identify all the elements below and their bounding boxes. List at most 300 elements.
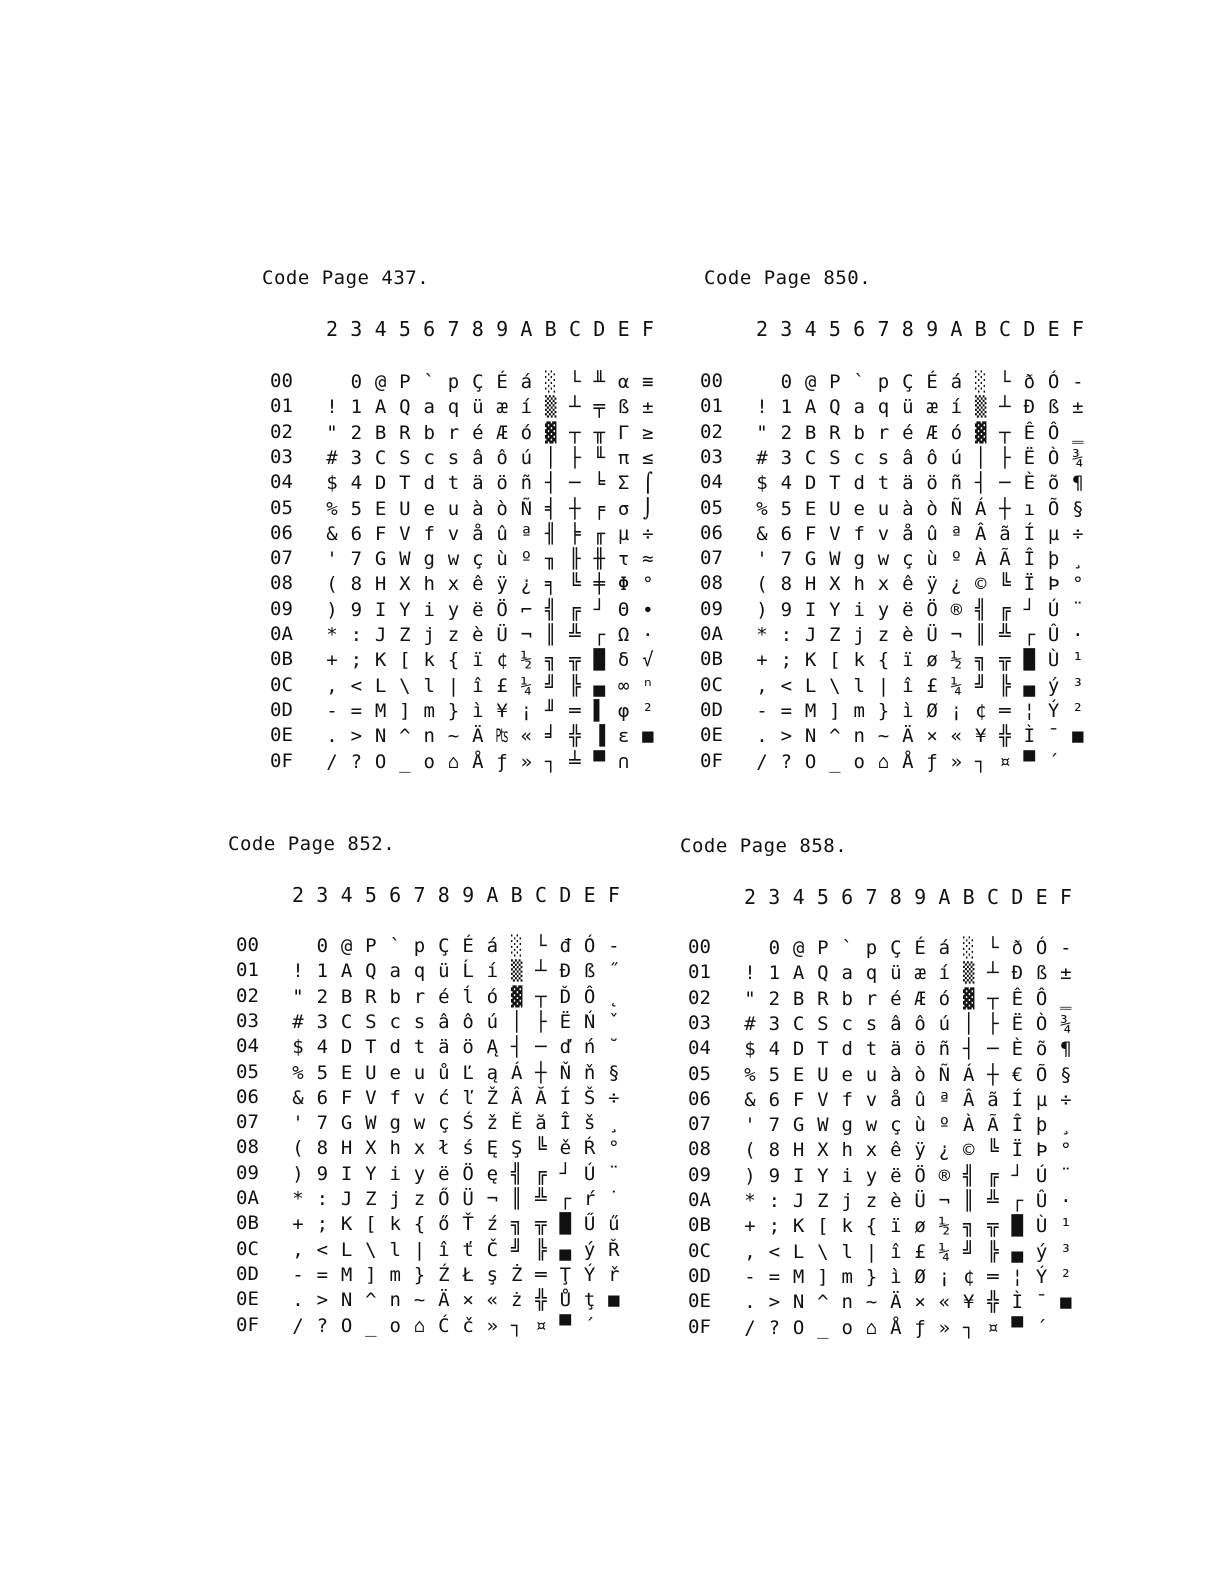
glyph-cell: ]: [399, 699, 411, 722]
glyph-cell: ú: [486, 1010, 499, 1033]
glyph-cell: 9: [350, 598, 363, 621]
glyph-cell: 7: [768, 1114, 781, 1137]
glyph-cell: 1: [350, 396, 363, 419]
glyph-cell: ╓: [593, 522, 606, 545]
glyph-cell: ╒: [593, 497, 606, 520]
glyph-cell: ▓: [962, 987, 975, 1010]
glyph-cell: ,: [326, 674, 338, 697]
row-label: 0D: [688, 1264, 711, 1287]
glyph-cell: â: [902, 446, 914, 469]
row-label: 08: [236, 1136, 259, 1159]
glyph-cell: Ò: [1047, 446, 1060, 469]
glyph-cell: í: [486, 960, 499, 983]
glyph-cell: g: [423, 548, 435, 571]
glyph-cell: +: [326, 649, 338, 672]
glyph-cell: x: [413, 1137, 426, 1160]
glyph-cell: É: [926, 371, 938, 393]
column-header: A: [938, 885, 951, 909]
glyph-cell: 7: [780, 548, 793, 571]
glyph-cell: A: [340, 960, 353, 983]
glyph-cell: T: [365, 1036, 377, 1059]
glyph-cell: *: [744, 1190, 756, 1212]
row-label: 0F: [688, 1315, 711, 1338]
glyph-cell: ×: [914, 1291, 926, 1314]
glyph-cell: j: [423, 624, 435, 646]
glyph-cell: ë: [438, 1162, 450, 1185]
glyph-cell: p: [447, 371, 460, 393]
glyph-cell: »: [938, 1316, 951, 1339]
glyph-cell: 8: [768, 1139, 781, 1162]
glyph-cell: z: [877, 624, 890, 646]
glyph-cell: ≥: [642, 421, 654, 444]
glyph-cell: |: [413, 1238, 426, 1261]
glyph-cell: \: [399, 674, 411, 697]
glyph-cell: K: [340, 1213, 353, 1236]
glyph-cell: R: [829, 421, 841, 444]
glyph-cell: Â: [962, 1088, 975, 1111]
glyph-cell: 2: [316, 985, 329, 1008]
glyph-cell: w: [447, 548, 460, 571]
glyph-cell: x: [877, 573, 890, 596]
glyph-cell: ô: [926, 446, 938, 469]
column-header: 9: [496, 317, 509, 341]
glyph-cell: %: [756, 497, 768, 520]
glyph-cell: ╘: [593, 472, 606, 495]
glyph-cell: ‗: [1072, 421, 1084, 444]
glyph-cell: Ñ: [520, 497, 533, 520]
glyph-cell: V: [817, 1088, 829, 1111]
glyph-cell: û: [926, 522, 938, 545]
glyph-cell: &: [326, 522, 338, 545]
glyph-cell: \: [365, 1238, 377, 1261]
glyph-cell: ó: [950, 421, 963, 444]
glyph-cell: ‗: [1060, 987, 1072, 1010]
glyph-cell: Σ: [617, 472, 630, 495]
glyph-cell: o: [853, 750, 865, 773]
glyph-cell: ╕: [544, 573, 557, 596]
glyph-cell: 0: [768, 937, 781, 959]
glyph-cell: ë: [902, 598, 914, 621]
glyph-cell: ÿ: [914, 1139, 926, 1162]
glyph-cell: ║: [544, 624, 557, 646]
glyph-cell: {: [877, 649, 890, 672]
glyph-cell: └: [535, 935, 547, 957]
glyph-cell: ╚: [987, 1139, 999, 1162]
glyph-cell: ┘: [593, 598, 606, 621]
glyph-cell: }: [413, 1263, 426, 1286]
glyph-cell: ▒: [974, 396, 987, 419]
glyph-cell: ~: [413, 1289, 426, 1312]
glyph-cell: ©: [974, 573, 987, 596]
glyph-cell: =: [768, 1265, 781, 1288]
column-header: A: [950, 317, 963, 341]
column-header: 5: [816, 885, 829, 909]
glyph-cell: ¬: [520, 624, 533, 646]
glyph-cell: <: [780, 674, 793, 697]
glyph-cell: G: [374, 548, 387, 571]
row-label: 05: [270, 496, 293, 519]
glyph-cell: e: [423, 497, 435, 520]
glyph-cell: Í: [1011, 1088, 1024, 1111]
glyph-cell: X: [817, 1139, 829, 1162]
glyph-cell: 3: [316, 1010, 329, 1033]
glyph-cell: >: [350, 725, 363, 748]
row-label: 01: [688, 961, 711, 984]
glyph-cell: ö: [926, 472, 938, 495]
glyph-cell: ∞: [617, 674, 630, 697]
glyph-cell: ~: [865, 1291, 878, 1314]
glyph-cell: ⌂: [877, 750, 890, 773]
glyph-cell: ü: [472, 396, 484, 419]
glyph-cell: ą: [486, 1061, 499, 1084]
glyph-cell: û: [496, 522, 508, 545]
glyph-cell: ╠: [535, 1238, 547, 1261]
glyph-cell: *: [756, 624, 768, 646]
glyph-cell: B: [340, 985, 353, 1008]
glyph-cell: ε: [617, 725, 630, 748]
glyph-cell: ─: [569, 472, 581, 495]
glyph-cell: &: [744, 1088, 756, 1111]
glyph-cell: Í: [559, 1086, 572, 1109]
glyph-cell: K: [374, 649, 387, 672]
glyph-cell: ▐: [593, 725, 606, 748]
glyph-cell: Y: [817, 1164, 829, 1187]
glyph-cell: Æ: [914, 987, 926, 1010]
glyph-cell: i: [853, 598, 865, 621]
glyph-cell: ': [756, 548, 768, 571]
glyph-cell: ▓: [510, 985, 523, 1008]
glyph-cell: ╩: [569, 624, 581, 646]
glyph-cell: Þ: [1035, 1139, 1048, 1162]
row-label: 0B: [236, 1212, 259, 1235]
glyph-cell: └: [999, 371, 1011, 393]
glyph-cell: n: [389, 1289, 401, 1312]
glyph-cell: W: [817, 1114, 829, 1137]
glyph-cell: ş: [486, 1263, 499, 1286]
glyph-cell: U: [817, 1063, 829, 1086]
glyph-cell: Z: [399, 624, 411, 646]
glyph-cell: Ð: [1011, 962, 1024, 985]
glyph-cell: ┌: [593, 624, 606, 646]
glyph-cell: ś: [462, 1137, 474, 1160]
glyph-cell: -: [326, 699, 338, 722]
glyph-cell: v: [413, 1086, 426, 1109]
glyph-cell: £: [914, 1240, 926, 1263]
glyph-cell: v: [447, 522, 460, 545]
glyph-cell: ~: [877, 725, 890, 748]
glyph-cell: .: [326, 725, 338, 748]
glyph-cell: è: [472, 624, 484, 646]
glyph-cell: E: [804, 497, 817, 520]
row-label: 0C: [688, 1239, 711, 1262]
glyph-cell: #: [326, 446, 338, 469]
glyph-cell: ∩: [617, 750, 630, 773]
glyph-cell: ╣: [962, 1164, 975, 1187]
glyph-cell: 2: [350, 421, 363, 444]
glyph-cell: g: [389, 1112, 401, 1135]
glyph-cell: á: [950, 371, 963, 393]
glyph-cell: 2: [768, 987, 781, 1010]
glyph-cell: ▀: [1011, 1316, 1024, 1339]
glyph-cell: Ø: [914, 1265, 926, 1288]
column-header: 4: [792, 885, 805, 909]
glyph-cell: ę: [486, 1162, 499, 1185]
glyph-cell: 4: [780, 472, 793, 495]
column-header: E: [1047, 317, 1060, 341]
glyph-cell: E: [792, 1063, 805, 1086]
glyph-cell: ø: [914, 1215, 926, 1238]
glyph-cell: ľ: [462, 1086, 474, 1109]
glyph-cell: =: [350, 699, 363, 722]
column-header: F: [607, 883, 620, 907]
glyph-cell: Û: [1035, 1190, 1048, 1212]
row-label: 0A: [688, 1189, 711, 1211]
glyph-cell: O: [804, 750, 817, 773]
glyph-cell: l: [853, 674, 865, 697]
glyph-cell: ≤: [642, 446, 654, 469]
row-label: 08: [688, 1138, 711, 1161]
glyph-cell: ù: [914, 1114, 926, 1137]
glyph-cell: Æ: [496, 421, 508, 444]
glyph-cell: ┐: [974, 750, 987, 773]
glyph-cell: ▒: [510, 960, 523, 983]
glyph-cell: ,: [756, 674, 768, 697]
glyph-cell: þ: [1047, 548, 1060, 571]
glyph-cell: ć: [438, 1086, 450, 1109]
glyph-cell: Ü: [462, 1188, 474, 1210]
glyph-cell: ╦: [987, 1215, 999, 1238]
glyph-cell: ╬: [569, 725, 581, 748]
glyph-cell: 0: [780, 371, 793, 393]
glyph-cell: \: [829, 674, 841, 697]
column-header: E: [617, 317, 630, 341]
glyph-cell: ¿: [938, 1139, 951, 1162]
glyph-cell: ∙: [642, 598, 654, 621]
glyph-cell: ┴: [535, 960, 547, 983]
row-label: 07: [236, 1111, 259, 1134]
glyph-cell: ă: [535, 1112, 547, 1135]
glyph-cell: _: [817, 1316, 829, 1339]
glyph-cell: ·: [1060, 1190, 1072, 1212]
glyph-cell: ¤: [999, 750, 1011, 773]
glyph-cell: [: [817, 1215, 829, 1238]
glyph-cell: (: [292, 1137, 304, 1160]
glyph-cell: U: [365, 1061, 377, 1084]
glyph-cell: N: [340, 1289, 353, 1312]
glyph-cell: !: [292, 960, 304, 983]
glyph-cell: R: [817, 987, 829, 1010]
glyph-cell: V: [365, 1086, 377, 1109]
glyph-cell: Ě: [510, 1112, 523, 1135]
glyph-cell: À: [974, 548, 987, 571]
glyph-cell: Ą: [486, 1036, 499, 1059]
glyph-cell: s: [413, 1010, 426, 1033]
column-header: 7: [413, 883, 426, 907]
glyph-cell: ┐: [544, 750, 557, 773]
glyph-cell: ■: [1060, 1291, 1072, 1314]
glyph-cell: `: [841, 937, 853, 959]
glyph-cell: ?: [350, 750, 363, 773]
glyph-cell: $: [744, 1038, 756, 1061]
glyph-cell: Ó: [583, 935, 596, 957]
glyph-cell: l: [389, 1238, 401, 1261]
glyph-cell: i: [389, 1162, 401, 1185]
glyph-cell: µ: [1035, 1088, 1048, 1111]
glyph-cell: Ň: [559, 1061, 572, 1084]
glyph-cell: ţ: [583, 1289, 596, 1312]
glyph-cell: ┘: [1011, 1164, 1024, 1187]
glyph-cell: D: [374, 472, 387, 495]
glyph-cell: ¡: [520, 699, 533, 722]
glyph-cell: h: [423, 573, 435, 596]
glyph-cell: ╣: [510, 1162, 523, 1185]
glyph-cell: ├: [999, 446, 1011, 469]
glyph-cell: ═: [535, 1263, 547, 1286]
glyph-cell: S: [817, 1012, 829, 1035]
glyph-cell: ƒ: [914, 1316, 926, 1339]
glyph-cell: I: [374, 598, 387, 621]
glyph-cell: à: [902, 497, 914, 520]
glyph-cell: x: [865, 1139, 878, 1162]
glyph-cell: <: [350, 674, 363, 697]
code-page-title: Code Page 437.: [262, 267, 430, 289]
glyph-cell: ═: [987, 1265, 999, 1288]
glyph-cell: .: [744, 1291, 756, 1314]
glyph-cell: -: [1072, 371, 1084, 393]
glyph-cell: ─: [999, 472, 1011, 495]
glyph-cell: ž: [486, 1112, 499, 1135]
glyph-cell: »: [950, 750, 963, 773]
glyph-cell: é: [902, 421, 914, 444]
glyph-cell: Ï: [1023, 573, 1036, 596]
glyph-cell: š: [583, 1112, 596, 1135]
glyph-cell: ╗: [962, 1215, 975, 1238]
column-header: 4: [374, 317, 387, 341]
glyph-cell: 0: [350, 371, 363, 393]
glyph-cell: Q: [399, 396, 411, 419]
column-header: 6: [389, 883, 402, 907]
glyph-cell: ÿ: [926, 573, 938, 596]
row-label: 0F: [270, 749, 293, 772]
glyph-cell: J: [374, 624, 387, 646]
glyph-cell: j: [853, 624, 865, 646]
glyph-cell: a: [853, 396, 865, 419]
glyph-cell: J: [792, 1190, 805, 1212]
glyph-cell: ¾: [1060, 1012, 1072, 1035]
glyph-cell: f: [423, 522, 435, 545]
glyph-cell: ░: [974, 371, 987, 393]
glyph-cell: ñ: [520, 472, 533, 495]
glyph-cell: █: [593, 649, 606, 672]
row-label: 04: [688, 1037, 711, 1060]
glyph-cell: Ë: [1023, 446, 1036, 469]
glyph-cell: ⁿ: [642, 674, 654, 697]
glyph-cell: ): [292, 1162, 304, 1185]
glyph-cell: M: [340, 1263, 353, 1286]
glyph-cell: ▓: [974, 421, 987, 444]
glyph-cell: -: [292, 1263, 304, 1286]
glyph-cell: D: [792, 1038, 805, 1061]
glyph-cell: |: [877, 674, 890, 697]
glyph-cell: Ö: [914, 1164, 926, 1187]
column-header: D: [593, 317, 606, 341]
glyph-cell: φ: [617, 699, 630, 722]
glyph-cell: ň: [583, 1061, 596, 1084]
glyph-cell: Ü: [926, 624, 938, 646]
glyph-cell: ┤: [544, 472, 557, 495]
glyph-cell: ª: [520, 522, 533, 545]
column-header: B: [974, 317, 987, 341]
glyph-cell: -: [756, 699, 768, 722]
glyph-cell: .: [756, 725, 768, 748]
glyph-cell: ╪: [593, 573, 606, 596]
glyph-cell: ²: [1072, 699, 1084, 722]
glyph-cell: 7: [350, 548, 363, 571]
glyph-cell: 3: [780, 446, 793, 469]
row-label: 01: [236, 959, 259, 982]
glyph-cell: ˘: [608, 1036, 620, 1059]
glyph-cell: ┐: [510, 1314, 523, 1337]
glyph-cell: ê: [890, 1139, 902, 1162]
glyph-cell: Ľ: [462, 1061, 474, 1084]
glyph-cell: ╠: [569, 674, 581, 697]
glyph-cell: &: [292, 1086, 304, 1109]
glyph-cell: I: [804, 598, 817, 621]
glyph-cell: Y: [399, 598, 411, 621]
glyph-cell: A: [374, 396, 387, 419]
glyph-cell: │: [544, 446, 557, 469]
glyph-cell: Ù: [1047, 649, 1060, 672]
glyph-cell: u: [877, 497, 890, 520]
glyph-cell: ": [744, 987, 756, 1010]
glyph-cell: ¹: [1072, 649, 1084, 672]
glyph-cell: ě: [559, 1137, 572, 1160]
glyph-cell: ¥: [974, 725, 987, 748]
glyph-cell: `: [853, 371, 865, 393]
glyph-cell: F: [792, 1088, 805, 1111]
glyph-cell: ¤: [535, 1314, 547, 1337]
glyph-cell: O: [374, 750, 387, 773]
glyph-cell: ¢: [962, 1265, 975, 1288]
column-header: 6: [423, 317, 436, 341]
glyph-cell: 5: [780, 497, 793, 520]
glyph-cell: d: [853, 472, 865, 495]
row-label: 03: [270, 445, 293, 468]
glyph-cell: *: [292, 1188, 304, 1210]
glyph-cell: u: [865, 1063, 878, 1086]
glyph-cell: ┐: [962, 1316, 975, 1339]
glyph-cell: ½: [520, 649, 533, 672]
glyph-cell: º: [950, 548, 963, 571]
glyph-cell: f: [389, 1086, 401, 1109]
glyph-cell: ń: [583, 1036, 596, 1059]
glyph-cell: u: [447, 497, 460, 520]
glyph-cell: Ô: [1035, 987, 1048, 1010]
glyph-cell: þ: [1035, 1114, 1048, 1137]
glyph-cell: -: [1060, 937, 1072, 959]
glyph-cell: Ë: [559, 1010, 572, 1033]
glyph-cell: ů: [438, 1061, 450, 1084]
glyph-cell: A: [804, 396, 817, 419]
glyph-cell: Ä: [902, 725, 914, 748]
glyph-cell: I: [340, 1162, 353, 1185]
glyph-cell: h: [853, 573, 865, 596]
glyph-cell: ²: [1060, 1265, 1072, 1288]
glyph-cell: Ü: [914, 1190, 926, 1212]
glyph-cell: d: [389, 1036, 401, 1059]
row-label: 04: [270, 471, 293, 494]
glyph-cell: ±: [1072, 396, 1084, 419]
